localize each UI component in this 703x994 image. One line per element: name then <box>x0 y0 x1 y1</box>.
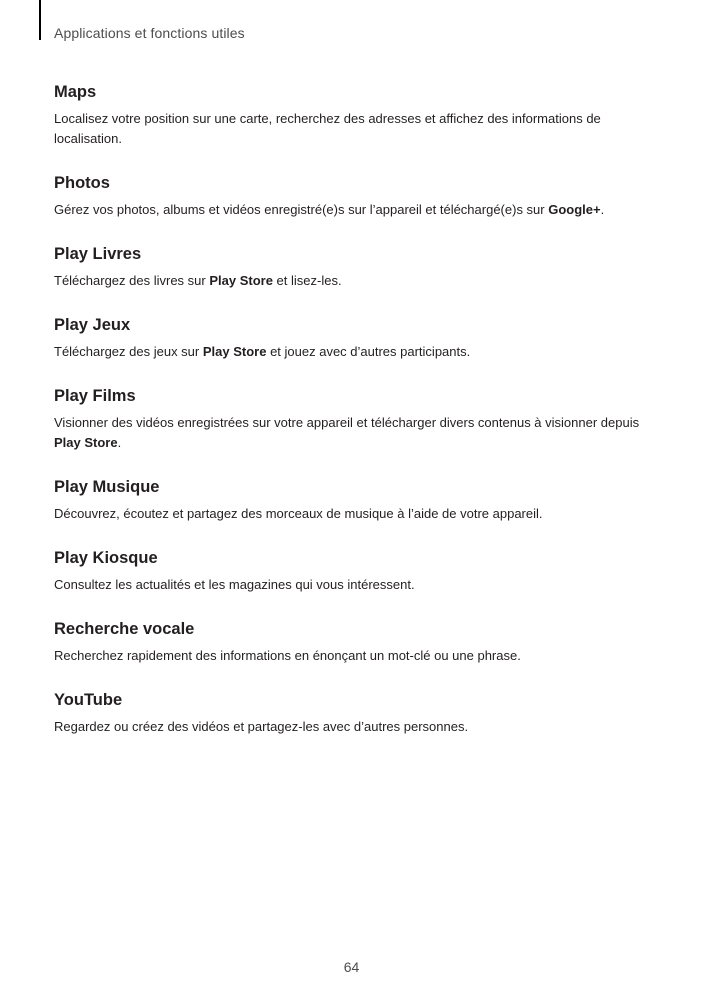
section-title: Photos <box>54 174 110 192</box>
section-title: Maps <box>54 83 97 101</box>
section-description <box>54 413 659 453</box>
section-title: Play Musique <box>54 478 160 496</box>
text-run: Gérez vos photos, albums et vidéos enregistré(e)s sur l’appareil et téléchargé(e)s sur <box>54 202 549 217</box>
section-title: Play Jeux <box>54 316 131 334</box>
bold-term: Play Store <box>202 344 267 359</box>
content-area <box>54 81 659 737</box>
section-spacer <box>54 595 659 618</box>
section-spacer <box>54 220 659 243</box>
text-run: . <box>600 202 605 217</box>
text-run: Téléchargez des jeux sur <box>54 344 203 359</box>
section-description <box>54 109 659 149</box>
section-spacer <box>54 291 659 314</box>
text-run: Consultez les actualités et les magazines qui vous intéressent. <box>54 577 415 592</box>
text-run: Regardez ou créez des vidéos et partagez-les avec d’autres personnes. <box>54 719 469 734</box>
section-play-kiosque <box>54 547 659 595</box>
section-title: YouTube <box>54 691 123 709</box>
section-spacer <box>54 362 659 385</box>
text-run: et lisez-les. <box>272 273 342 288</box>
section-description <box>54 342 659 362</box>
section-photos <box>54 172 659 220</box>
section-title: Recherche vocale <box>54 620 195 638</box>
section-spacer <box>54 149 659 172</box>
section-play-livres <box>54 243 659 291</box>
text-run: Téléchargez des livres sur <box>54 273 210 288</box>
text-run: Recherchez rapidement des informations en énonçant un mot-clé ou une phrase. <box>54 648 521 663</box>
page-number: 64 <box>343 959 360 975</box>
section-description <box>54 504 659 524</box>
header-margin-rule <box>39 0 41 40</box>
section-title: Play Livres <box>54 245 142 263</box>
running-header: Applications et fonctions utiles <box>54 25 245 41</box>
section-play-musique <box>54 476 659 524</box>
section-spacer <box>54 666 659 689</box>
section-title: Play Kiosque <box>54 549 158 567</box>
text-run: . <box>117 435 122 450</box>
text-run: Visionner des vidéos enregistrées sur votre appareil et télécharger divers contenus à visionner depuis <box>54 415 640 430</box>
text-run: Localisez votre position sur une carte, recherchez des adresses et affichez des informations de localisation. <box>54 111 601 146</box>
section-description <box>54 200 659 220</box>
bold-term: Play Store <box>209 273 273 288</box>
section-description <box>54 271 659 291</box>
text-run: Découvrez, écoutez et partagez des morceaux de musique à l’aide de votre appareil. <box>54 506 543 521</box>
section-youtube <box>54 689 659 737</box>
bold-term: Google+ <box>548 202 601 217</box>
text-run: et jouez avec d’autres participants. <box>266 344 471 359</box>
section-description <box>54 575 659 595</box>
section-title: Play Films <box>54 387 136 405</box>
section-spacer <box>54 453 659 476</box>
section-description <box>54 717 659 737</box>
section-description <box>54 646 659 666</box>
section-recherche-vocale <box>54 618 659 666</box>
bold-term: Play Store <box>54 435 118 450</box>
section-play-films <box>54 385 659 453</box>
section-spacer <box>54 524 659 547</box>
section-maps <box>54 81 659 149</box>
section-play-jeux <box>54 314 659 362</box>
